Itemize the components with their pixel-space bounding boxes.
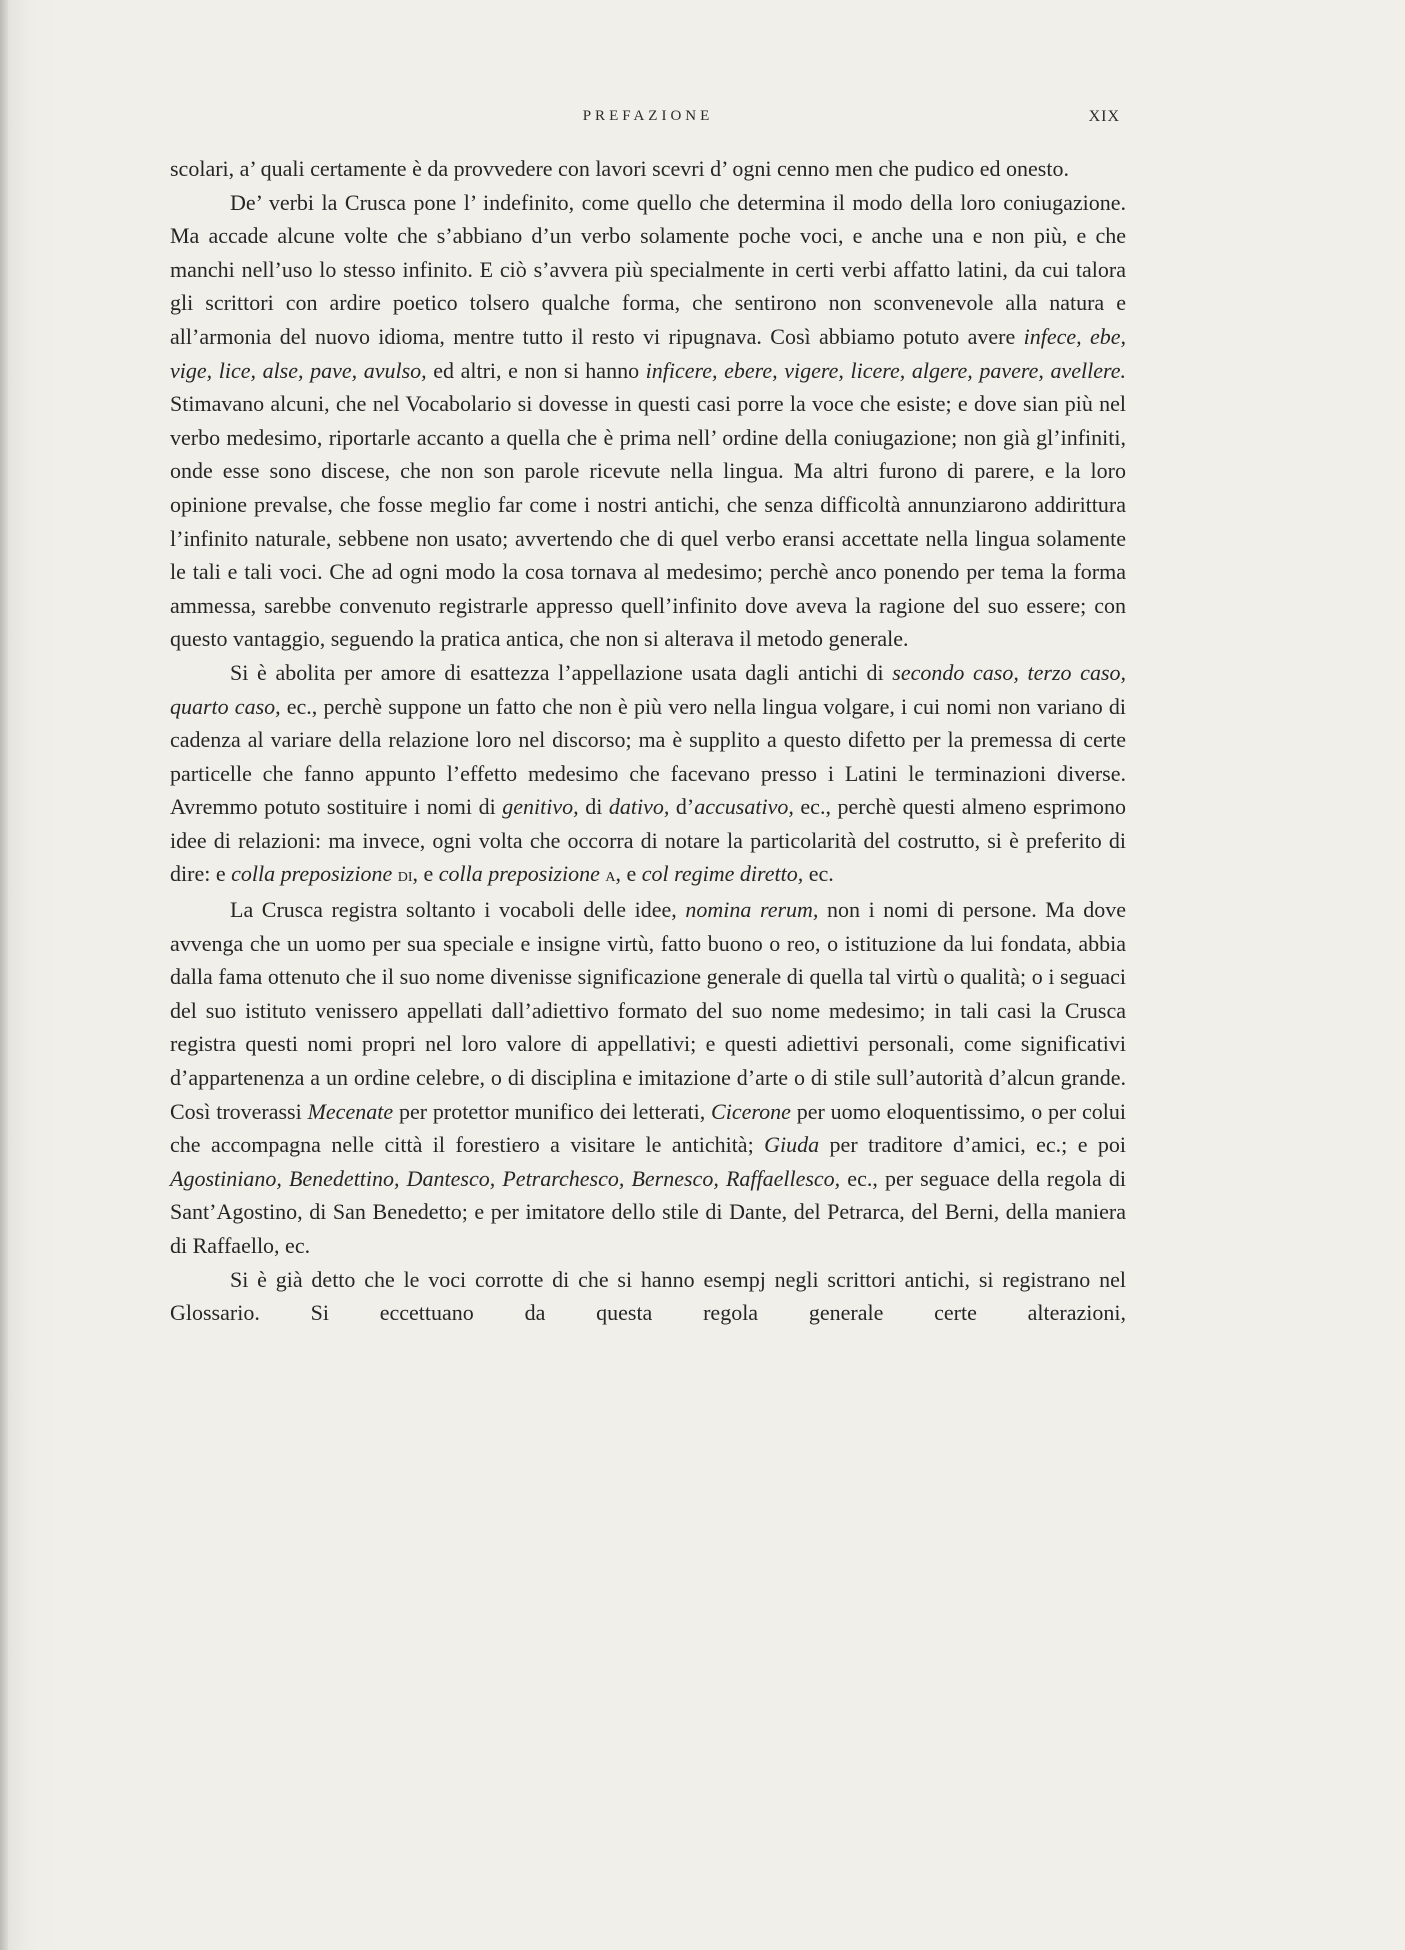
text-run: per protettor munifico dei letterati, bbox=[393, 1098, 712, 1124]
paragraph bbox=[170, 893, 1126, 1263]
text-run: ec. bbox=[803, 861, 834, 887]
text-run: per traditore d’amici, ec.; e poi bbox=[819, 1132, 1126, 1158]
text-run: non i nomi di persone. Ma dove avvenga che un uomo per sua speciale e insigne virtù, fatto buono o reo, o istituzione da lui fondata, abbia dalla fama ottenuto che il suo nome divenisse significazione generale di quella tal virtù o qualità; o i seguaci del suo istituto venissero appellati dall’adiettivo formato del suo nome medesimo; in tali casi la Crusca registra questi nomi propri nel loro valore di appellativi; e questi adiettivi personali, come significativi d’appartenenza a un ordine celebre, o di disciplina e imitazione d’arte o di stile sull’autorità d’alcun grande. Così troverassi bbox=[170, 897, 1126, 1124]
italic-term: colla preposizione bbox=[438, 861, 600, 887]
text-run: ec., perchè questi almeno esprimono idee di relazioni: ma invece, ogni volta che occorra di notare la particolarità del costrutto, si è preferito di dire: e bbox=[170, 794, 1126, 887]
small-caps-term: di bbox=[397, 864, 413, 887]
text-run: ec., perchè suppone un fatto che non è più vero nella lingua volgare, i cui nomi non variano di cadenza al variare della relazione loro nel discorso; ma è supplito a questo difetto per la premessa di certe particelle che fanno appunto l’effetto medesimo che facevano presso i Latini le terminazioni diverse. Avremmo potuto sostituire i nomi di bbox=[170, 693, 1127, 820]
italic-term: colla preposizione bbox=[231, 861, 393, 887]
paragraph bbox=[170, 1263, 1126, 1330]
paragraph bbox=[170, 152, 1126, 186]
text-run: La Crusca registra soltanto i vocaboli delle idee, bbox=[230, 897, 686, 923]
text-run: Si è già detto che le voci corrotte di che si hanno esempj negli scrittori antichi, si registrano nel Glossario. Si eccettuano da questa regola generale certe alterazioni, bbox=[170, 1266, 1126, 1326]
text-run: , e bbox=[615, 861, 642, 887]
body-text bbox=[170, 152, 1126, 1330]
italic-term: nomina rerum, bbox=[685, 897, 819, 923]
small-caps-term: a bbox=[605, 864, 616, 887]
page-header bbox=[170, 108, 1126, 132]
italic-term: infece, ebe, vige, lice, alse, pave, avulso, bbox=[170, 323, 1126, 383]
page-number: XIX bbox=[1088, 108, 1120, 125]
text-run: d’ bbox=[669, 794, 695, 820]
italic-term: inficere, ebere, vigere, licere, algere, pavere, avellere. bbox=[645, 357, 1126, 383]
text-run: di bbox=[578, 794, 609, 820]
text-run: scolari, a’ quali certamente è da provvedere con lavori scevri d’ ogni cenno men che pudico ed onesto. bbox=[170, 156, 1069, 181]
italic-term: secondo caso, terzo caso, quarto caso, bbox=[170, 659, 1126, 719]
paragraph bbox=[170, 656, 1126, 893]
text-run: ed altri, e non si hanno bbox=[426, 357, 646, 383]
page-binding-edge bbox=[0, 0, 8, 1950]
text-run: ec., per seguace della regola di Sant’Agostino, di San Benedetto; e per imitatore dello stile di Dante, del Petrarca, del Berni, della maniera di Raffaello, ec. bbox=[170, 1165, 1126, 1258]
italic-term: Mecenate bbox=[307, 1098, 394, 1124]
running-title: PREFAZIONE bbox=[582, 108, 714, 124]
text-run: Stimavano alcuni, che nel Vocabolario si dovesse in questi casi porre la voce che esiste; e dove sian più nel verbo medesimo, riportarle accanto a quella che è prima nell’ ordine della coniugazione; non già gl’infiniti, onde esse sono discese, che non son parole ricevute nella lingua. Ma altri furono di parere, e la loro opinione prevalse, che fosse meglio far come i nostri antichi, che senza difficoltà annunziarono addirittura l’infinito naturale, sebbene non usato; avvertendo che di quel verbo eransi accettate nella lingua solamente le tali e tali voci. Che ad ogni modo la cosa tornava al medesimo; perchè anco ponendo per tema la forma ammessa, sarebbe convenuto registrarle appresso quell’infinito dove aveva la ragione del suo essere; con questo vantaggio, seguendo la pratica antica, che non si alterava il metodo generale. bbox=[170, 391, 1126, 652]
text-run: , e bbox=[412, 861, 439, 887]
text-run: per uomo eloquentissimo, o per colui che accompagna nelle città il forestiero a visitare le antichità; bbox=[170, 1098, 1126, 1158]
text-run: Si è abolita per amore di esattezza l’appellazione usata dagli antichi di bbox=[230, 659, 893, 685]
text-run: De’ verbi la Crusca pone l’ indefinito, come quello che determina il modo della loro coniugazione. Ma accade alcune volte che s’abbiano d’un verbo solamente poche voci, e anche una e non più, e che manchi nell’uso lo stesso infinito. E ciò s’avvera più specialmente in certi verbi affatto latini, da cui talora gli scrittori con ardire poetico tolsero qualche forma, che sentirono non sconvenevole alla natura e all’armonia del nuovo idioma, mentre tutto il resto vi ripugnava. Così abbiamo potuto avere bbox=[170, 189, 1126, 349]
italic-term: Agostiniano, Benedettino, Dantesco, Petrarchesco, Bernesco, Raffaellesco, bbox=[170, 1165, 841, 1191]
italic-term: Giuda bbox=[764, 1132, 820, 1158]
italic-term: Cicerone bbox=[711, 1098, 791, 1124]
italic-term: dativo, bbox=[608, 794, 670, 820]
paragraph bbox=[170, 186, 1126, 656]
italic-term: accusativo, bbox=[694, 794, 794, 820]
italic-term: genitivo, bbox=[502, 794, 579, 820]
italic-term: col regime diretto, bbox=[641, 861, 804, 887]
